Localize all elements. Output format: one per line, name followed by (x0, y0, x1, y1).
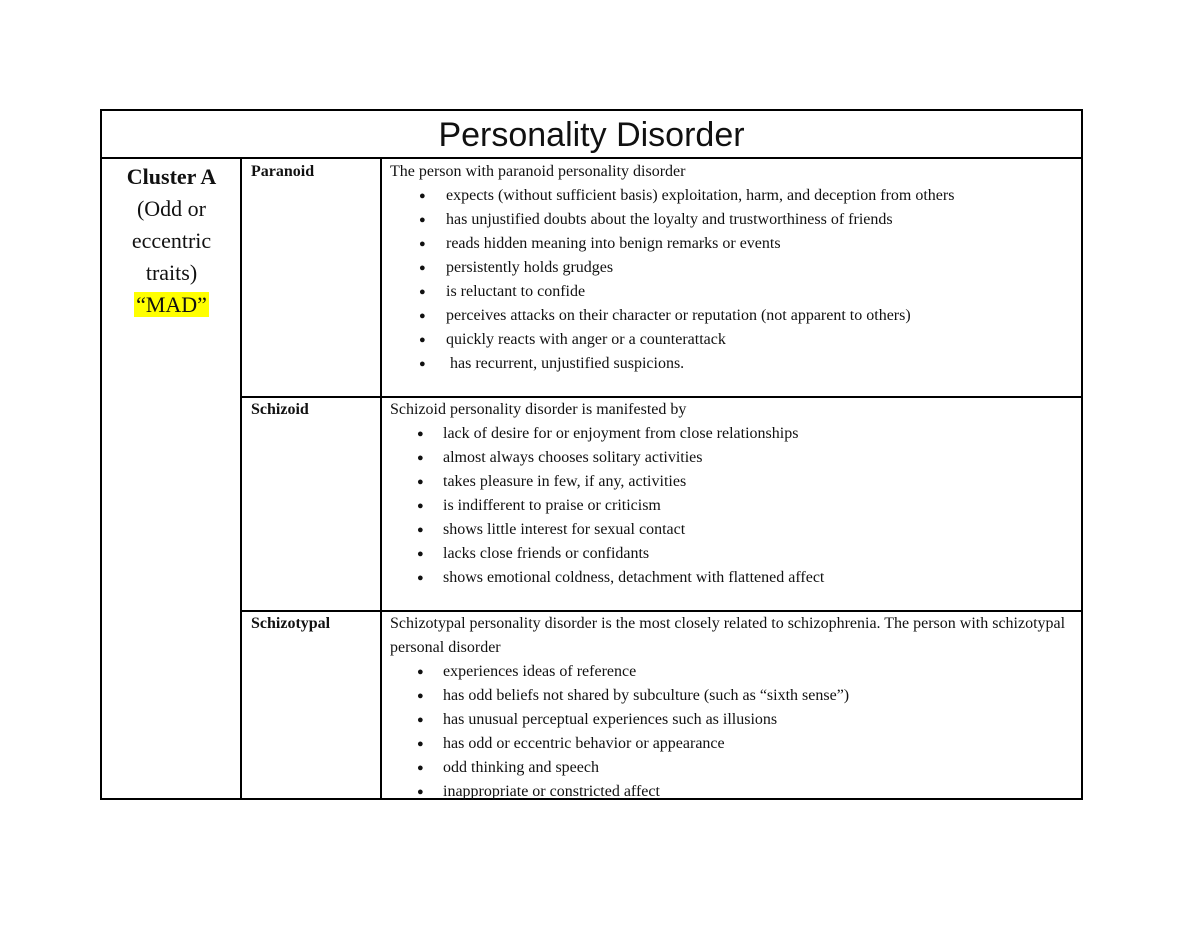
disorder-name-schizoid: Schizoid (251, 401, 309, 418)
list-item: ● has odd beliefs not shared by subculture (such as “sixth sense”) (390, 684, 1080, 708)
table-title: Personality Disorder (102, 111, 1081, 159)
disorder-desc-schizoid (390, 398, 1080, 590)
list-item: ● reads hidden meaning into benign remarks or events (390, 232, 1080, 256)
list-item: ● shows emotional coldness, detachment with flattened affect (390, 566, 1080, 590)
cluster-mnemonic-highlight: “MAD” (136, 292, 207, 317)
list-item: ● lacks close friends or confidants (390, 542, 1080, 566)
list-item: ● lack of desire for or enjoyment from close relationships (390, 422, 1080, 446)
list-item: ● has unjustified doubts about the loyalty and trustworthiness of friends (390, 208, 1080, 232)
cluster-cell (102, 159, 241, 321)
list-item: ● shows little interest for sexual contact (390, 518, 1080, 542)
list-item: ● perceives attacks on their character or reputation (not apparent to others) (390, 304, 1080, 328)
cluster-name: Cluster A (126, 164, 217, 189)
list-item: ● quickly reacts with anger or a counterattack (390, 328, 1080, 352)
list-item: ● has unusual perceptual experiences such as illusions (390, 708, 1080, 732)
list-item: ● inappropriate or constricted affect (390, 780, 1080, 804)
disorder-desc-schizotypal (390, 612, 1080, 804)
list-item: ● experiences ideas of reference (390, 660, 1080, 684)
list-item: ● odd thinking and speech (390, 756, 1080, 780)
list-item: ● persistently holds grudges (390, 256, 1080, 280)
list-item: ● has odd or eccentric behavior or appearance (390, 732, 1080, 756)
cluster-desc-line: (Odd or (136, 196, 207, 221)
column-divider (380, 159, 382, 798)
disorder-intro: Schizoid personality disorder is manifested by (390, 401, 687, 418)
list-item: ● is reluctant to confide (390, 280, 1080, 304)
list-item: ● takes pleasure in few, if any, activities (390, 470, 1080, 494)
disorder-name-schizotypal: Schizotypal (251, 615, 331, 632)
symptom-list (390, 184, 1080, 376)
cluster-desc-line: traits) (145, 260, 198, 285)
list-item: ● is indifferent to praise or criticism (390, 494, 1080, 518)
symptom-list (390, 422, 1080, 590)
disorder-desc-paranoid (390, 160, 1080, 376)
personality-disorder-table (100, 109, 1083, 800)
disorder-intro: Schizotypal personality disorder is the most closely related to schizophrenia. The person with schizotypal personal disorder (390, 615, 1066, 656)
disorder-name-paranoid: Paranoid (251, 163, 315, 180)
list-item: ● expects (without sufficient basis) exploitation, harm, and deception from others (390, 184, 1080, 208)
disorder-intro: The person with paranoid personality disorder (390, 163, 686, 180)
cluster-desc-line: eccentric (131, 228, 212, 253)
symptom-list (390, 660, 1080, 804)
list-item: ● almost always chooses solitary activities (390, 446, 1080, 470)
list-item: ● has recurrent, unjustified suspicions. (390, 352, 1080, 376)
